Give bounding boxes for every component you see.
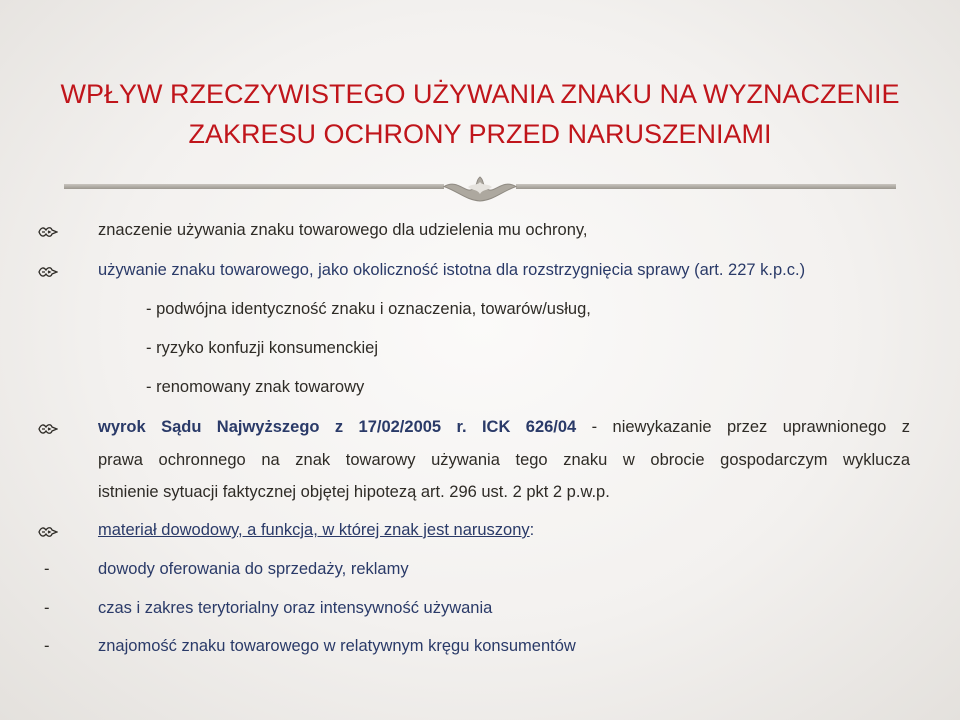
court-ruling-line-3: istnienie sytuacji faktycznej objętej hipotezą art. 296 ust. 2 pkt 2 p.w.p. [98, 483, 610, 501]
dash-marker: - [44, 599, 50, 617]
dash-item-3: znajomość znaku towarowego w relatywnym kręgu konsumentów [98, 637, 576, 655]
bullet-text-1: znaczenie używania znaku towarowego dla udzielenia mu ochrony, [98, 221, 588, 239]
evidence-heading-colon: : [529, 521, 535, 539]
title-line-2: ZAKRESU OCHRONY PRZED NARUSZENIAMI [188, 119, 772, 149]
evidence-heading-text: materiał dowodowy, a funkcja, w której znak jest naruszony [98, 521, 530, 539]
sub-item-1: - podwójna identyczność znaku i oznaczenia, towarów/usług, [146, 300, 591, 318]
dash-item-1: dowody oferowania do sprzedaży, reklamy [98, 560, 409, 578]
dash-marker: - [44, 637, 50, 655]
court-ruling-line-1 [98, 418, 910, 437]
dash-marker: - [44, 560, 50, 578]
dash-item-2: czas i zakres terytorialny oraz intensywność używania [98, 599, 493, 617]
ornamental-bullet-icon [38, 525, 58, 539]
sub-item-2: - ryzyko konfuzji konsumenckiej [146, 339, 378, 357]
evidence-heading [98, 521, 534, 540]
court-ruling-citation: wyrok Sądu Najwyższego z 17/02/2005 r. ICK 626/04 [98, 418, 577, 436]
ornamental-bullet-icon [38, 422, 58, 436]
sub-item-3: - renomowany znak towarowy [146, 378, 365, 396]
title-line-1: WPŁYW RZECZYWISTEGO UŻYWANIA ZNAKU NA WYZNACZENIE [60, 79, 900, 109]
ornamental-bullet-icon [38, 265, 58, 279]
court-ruling-text: - niewykazanie przez uprawnionego z [591, 418, 910, 436]
ornamental-bullet-icon [38, 225, 58, 239]
bullet-text-2: używanie znaku towarowego, jako okoliczność istotna dla rozstrzygnięcia sprawy (art. 227 k.p.c.) [98, 261, 806, 279]
court-ruling-line-2: prawa ochronnego na znak towarowy używania tego znaku w obrocie gospodarczym wyklucza [98, 451, 910, 469]
